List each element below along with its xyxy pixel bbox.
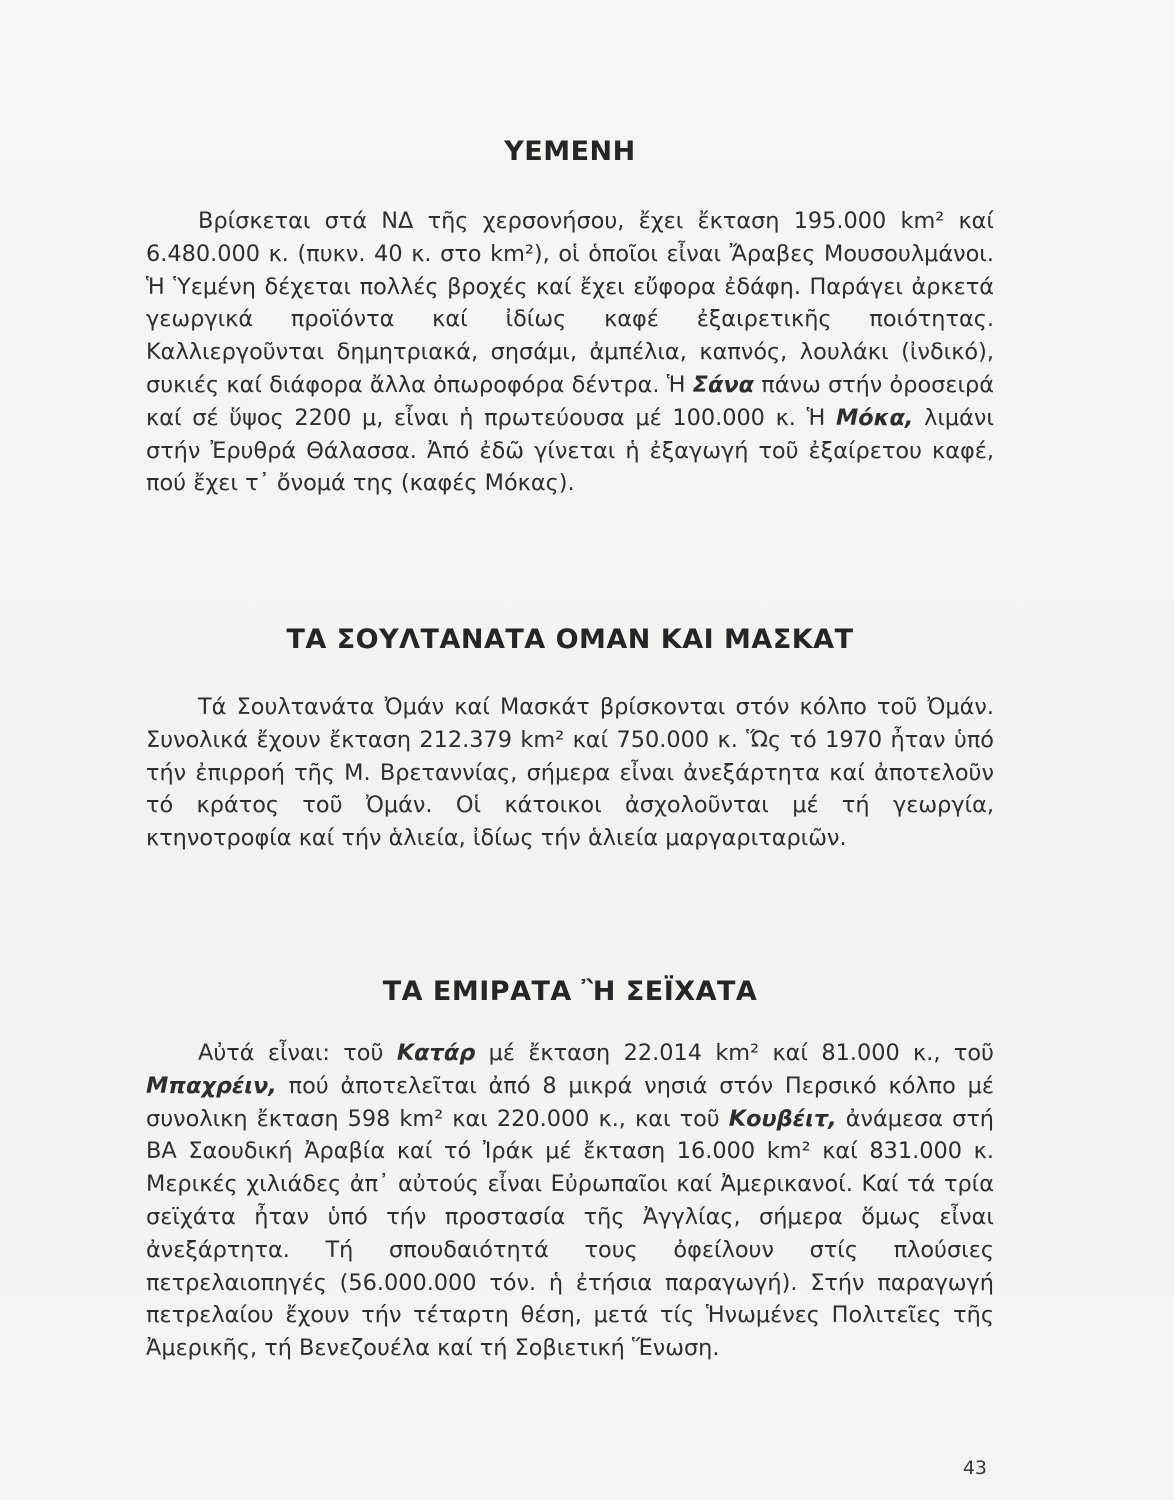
text-run: πού ἀποτελεῖται ἀπό 8 μικρά νησιά στόν Περσικό κόλπο μέ συνολικη ἔκταση 598 km² και 220.000 κ., και τοῦ	[146, 1072, 994, 1132]
section-emirates	[146, 976, 994, 1365]
place-name-emphasis: Μόκα,	[835, 404, 914, 431]
text-run: Αὐτά εἶναι: τοῦ	[198, 1040, 397, 1066]
section-heading: ΤΑ ΣΟΥΛΤΑΝΑΤΑ ΟΜΑΝ ΚΑΙ ΜΑΣΚΑΤ	[286, 624, 854, 655]
text-run: πάνω στήν ὀροσειρά καί σέ ὕψος 2200 μ, εἶναι ἡ πρωτεύουσα μέ 100.000 κ. Ἡ	[146, 371, 994, 431]
text-run: Τά Σουλτανάτα Ὀμάν καί Μασκάτ βρίσκονται στόν κόλπο τοῦ Ὀμάν. Συνολικά ἔχουν ἔκταση 212.379 km² καί 750.000 κ. Ὥς τό 1970 ἦταν ὑπό τήν ἐπιρροή τῆς Μ. Βρεταννίας, σήμερα εἶναι ἀνεξάρτητα καί ἀποτελοῦν τό κράτος τοῦ Ὀμάν. Οἱ κάτοικοι ἀσχολοῦνται μέ τή γεωργία, κτηνοτροφία καί τήν ἁλιεία, ἰδίως τήν ἁλιεία μαργαριταριῶν.	[146, 694, 994, 852]
section-yemen	[146, 136, 994, 500]
text-run: ἀνάμεσα στή ΒΑ Σαουδική Ἀραβία καί τό Ἰράκ μέ ἔκταση 16.000 km² καί 831.000 κ. Μερικές χιλιάδες ἀπ᾿ αὐτούς εἶναι Εὐρωπαῖοι καί Ἀμερικανοί. Καί τά τρία σεϊχάτα ἦταν ὑπό τήν προστασία τῆς Ἀγγλίας, σήμερα ὅμως εἶναι ἀνεξάρτητα. Τή σπουδαιότητά τους ὀφείλουν στίς πλούσιες πετρελαιοπηγές (56.000.000 τόν. ἡ ἐτήσια παραγωγή). Στήν παραγωγή πετρελαίου ἔχουν τήν τέταρτη θέση, μετά τίς Ἡνωμένες Πολιτεῖες τῆς Ἀμερικῆς, τή Βενεζουέλα καί τή Σοβιετική Ἕνωση.	[146, 1105, 994, 1362]
section-heading: ΤΑ ΕΜΙΡΑΤΑ Ἢ ΣΕΪΧΑΤΑ	[382, 976, 758, 1007]
section-paragraph	[146, 691, 994, 855]
page-number: 43	[962, 1457, 987, 1479]
place-name-emphasis: Μπαχρέιν,	[146, 1072, 277, 1099]
text-run: Βρίσκεται στά ΝΔ τῆς χερσονήσου, ἔχει ἔκταση 195.000 km² καί 6.480.000 κ. (πυκν. 40 κ. στο km²), οἱ ὁποῖοι εἶναι Ἄραβες Μουσουλμάνοι. Ἡ Ὑεμένη δέχεται πολλές βροχές καί ἔχει εὔφορα ἐδάφη. Παράγει ἀρκετά γεωργικά προϊόντα καί ἰδίως καφέ ἐξαιρετικῆς ποιότητας. Καλλιεργοῦνται δημητριακά, σησάμι, ἀμπέλια, καπνός, λουλάκι (ἰνδικό), συκιές καί διάφορα ἄλλα ὀπωροφόρα δέντρα. Ἡ	[146, 208, 994, 398]
place-name-emphasis: Κουβέιτ,	[728, 1105, 837, 1132]
section-paragraph	[146, 1037, 994, 1365]
section-oman-muscat	[146, 624, 994, 855]
place-name-emphasis: Σάνα	[692, 371, 754, 398]
section-paragraph	[146, 205, 994, 500]
text-run: μέ ἔκταση 22.014 km² καί 81.000 κ., τοῦ	[475, 1040, 994, 1066]
place-name-emphasis: Κατάρ	[396, 1040, 476, 1066]
section-heading: YEMENH	[504, 136, 636, 167]
text-run: λιμάνι στήν Ἐρυθρά Θάλασσα. Ἀπό ἐδῶ γίνεται ἡ ἐξαγωγή τοῦ ἐξαίρετου καφέ, πού ἔχει τ᾿ ὄνομά της (καφές Μόκας).	[146, 404, 994, 497]
